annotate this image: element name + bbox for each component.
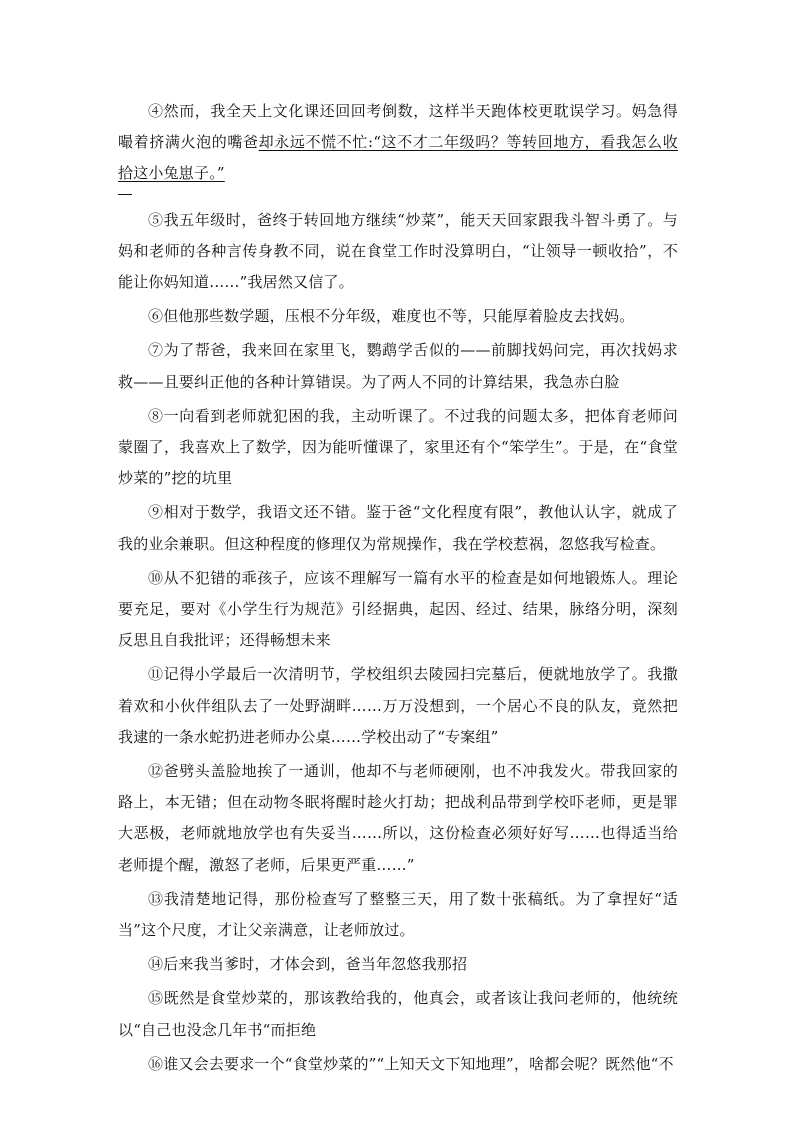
paragraph-6: ⑥但他那些数学题，压根不分年级，难度也不等，只能厚着脸皮去找妈。 — [148, 307, 635, 326]
paragraph-12: ⑫爸劈头盖脸地挨了一通训，他却不与老师硬刚，也不冲我发火。带我回家的路上，本无错；但在动物冬眠将醒时趁火打劫；把战利品带到学校吓老师，更是罪大恶极，老师就地放学也有失妥当……所以，这份检查必须好好写……也得适当给老师提个醒，激怒了老师，后果更严重……” — [118, 762, 678, 874]
paragraph-5: ⑤我五年级时，爸终于转回地方继续“炒菜”，能天天回家跟我斗智斗勇了。与妈和老师的各种言传身教不同，说在食堂工作时没算明白，“让领导一顿收拾”，不能让你妈知道……”我居然又信了。 — [118, 210, 678, 292]
paragraph-7: ⑦为了帮爸，我来回在家里飞，鹦鹉学舌似的——前脚找妈问完，再次找妈求救——且要纠正他的各种计算错误。为了两人不同的计算结果，我急赤白脸 — [118, 341, 678, 391]
paragraph-8: ⑧一向看到老师就犯困的我，主动听课了。不过我的问题太多，把体育老师问蒙圈了，我喜欢上了数学，因为能听懂课了，家里还有个“笨学生”。于是，在“食堂炒菜的”挖的坑里 — [118, 406, 678, 488]
paragraph-10: ⑩从不犯错的乖孩子，应该不理解写一篇有水平的检查是如何地锻炼人。理论要充足，要对《小学生行为规范》引经据典，起因、经过、结果，脉络分明，深刻反思且自我批评；还得畅想未来 — [118, 568, 678, 650]
paragraph-13: ⑬我清楚地记得，那份检查写了整整三天，用了数十张稿纸。为了拿捏好“适当”这个尺度，才让父亲满意，让老师放过。 — [118, 889, 678, 940]
paragraph-4-underlined-text: 却永远不慌不忙:“这不才二年级吗？等转回地方，看我怎么收拾这小兔崽子。” — [118, 133, 678, 183]
paragraph-4-text: ④然而，我全天上文化课还回回考倒数，这样半天跑体校更耽误学习。妈急得嘬着挤满火泡的嘴爸 — [118, 102, 678, 152]
paragraph-14: ⑭后来我当爹时，才体会到，爸当年忽悠我那招 — [148, 955, 468, 974]
paragraph-16: ⑯谁又会去要求一个“食堂炒菜的”“上知天文下知地理”，啥都会呢？既然他“不 — [148, 1054, 674, 1073]
paragraph-4 — [118, 96, 678, 190]
document-page — [118, 96, 678, 1083]
paragraph-11: ⑪记得小学最后一次清明节，学校组织去陵园扫完墓后，便就地放学了。我撒着欢和小伙伴组队去了一处野湖畔……万万没想到，一个居心不良的队友，竟然把我逮的一条水蛇扔进老师办公桌……学校出动了“专案组” — [118, 665, 678, 746]
paragraph-9: ⑨相对于数学，我语文还不错。鉴于爸“文化程度有限”，教他认认字，就成了我的业余兼职。但这种程度的修理仅为常规操作，我在学校惹祸，忽悠我写检查。 — [118, 503, 678, 553]
paragraph-15: ⑮既然是食堂炒菜的，那该教给我的，他真会，或者该让我问老师的，他统统以“自己也没念几年书“而拒绝 — [118, 989, 678, 1039]
